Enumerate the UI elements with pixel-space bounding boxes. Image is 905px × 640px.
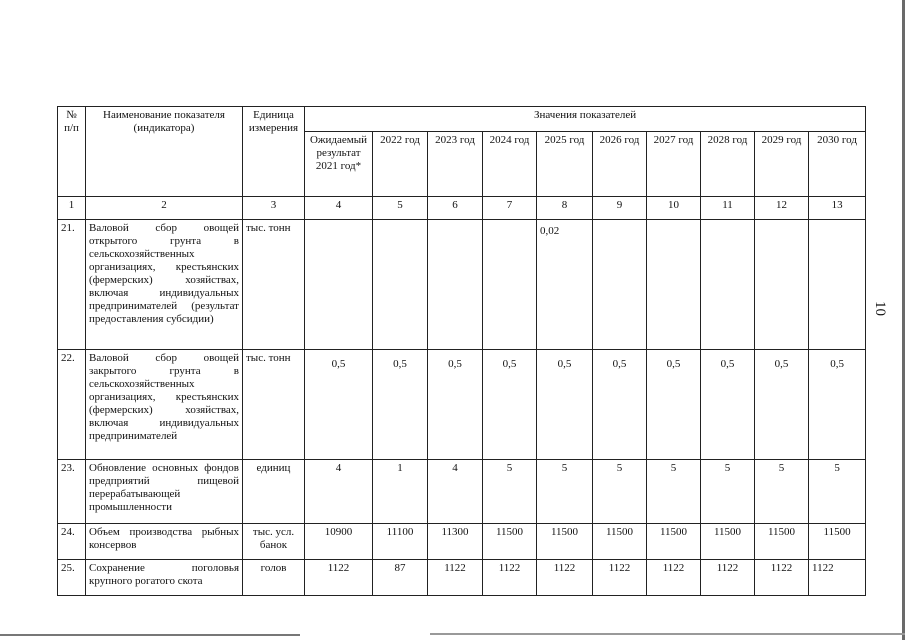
column-index: 9 bbox=[593, 197, 647, 220]
row-value: 0,02 bbox=[537, 220, 593, 350]
row-name: Обновление основных фондов предприятий пищевой перерабатывающей промышленности bbox=[86, 460, 243, 524]
column-index: 10 bbox=[647, 197, 701, 220]
row-value: 11500 bbox=[483, 524, 537, 560]
row-value bbox=[593, 220, 647, 350]
row-value: 0,5 bbox=[809, 350, 866, 460]
header-year: 2023 год bbox=[428, 132, 483, 197]
row-name: Объем производства рыбных консервов bbox=[86, 524, 243, 560]
row-unit: единиц bbox=[243, 460, 305, 524]
column-index: 5 bbox=[373, 197, 428, 220]
row-value: 11500 bbox=[537, 524, 593, 560]
row-value: 11100 bbox=[373, 524, 428, 560]
table-row bbox=[58, 524, 866, 560]
column-index: 11 bbox=[701, 197, 755, 220]
header-year: 2030 год bbox=[809, 132, 866, 197]
header-year: Ожидаемый результат 2021 год* bbox=[305, 132, 373, 197]
row-value: 0,5 bbox=[755, 350, 809, 460]
row-value: 87 bbox=[373, 560, 428, 596]
row-value: 0,5 bbox=[305, 350, 373, 460]
row-value: 1122 bbox=[755, 560, 809, 596]
header-year: 2025 год bbox=[537, 132, 593, 197]
column-index: 13 bbox=[809, 197, 866, 220]
row-value: 0,5 bbox=[537, 350, 593, 460]
header-year: 2026 год bbox=[593, 132, 647, 197]
row-value: 11500 bbox=[647, 524, 701, 560]
row-value: 5 bbox=[809, 460, 866, 524]
row-value: 1122 bbox=[701, 560, 755, 596]
row-value: 5 bbox=[483, 460, 537, 524]
row-num: 25. bbox=[58, 560, 86, 596]
row-value bbox=[428, 220, 483, 350]
row-unit: тыс. тонн bbox=[243, 220, 305, 350]
row-value: 0,5 bbox=[701, 350, 755, 460]
row-num: 24. bbox=[58, 524, 86, 560]
row-value: 0,5 bbox=[428, 350, 483, 460]
row-value: 4 bbox=[305, 460, 373, 524]
header-name: Наименование показателя (индикатора) bbox=[86, 107, 243, 197]
page-number: 10 bbox=[872, 301, 888, 316]
bottom-divider-left bbox=[0, 634, 300, 636]
row-num: 22. bbox=[58, 350, 86, 460]
row-name: Валовой сбор овощей открытого грунта в сельскохозяйственных организациях, крестьянских (фермерских) хозяйствах, включая индивидуальных предпринимателей (результат предоставления субсидии) bbox=[86, 220, 243, 350]
row-value: 1122 bbox=[537, 560, 593, 596]
row-value: 5 bbox=[537, 460, 593, 524]
row-value: 5 bbox=[593, 460, 647, 524]
row-value: 11300 bbox=[428, 524, 483, 560]
row-name: Сохранение поголовья крупного рогатого скота bbox=[86, 560, 243, 596]
row-value: 1122 bbox=[593, 560, 647, 596]
row-unit: тыс. тонн bbox=[243, 350, 305, 460]
header-year: 2022 год bbox=[373, 132, 428, 197]
table-row bbox=[58, 560, 866, 596]
header-num: № п/п bbox=[58, 107, 86, 197]
row-value: 1122 bbox=[428, 560, 483, 596]
column-index: 1 bbox=[58, 197, 86, 220]
header-year: 2029 год bbox=[755, 132, 809, 197]
row-name: Валовой сбор овощей закрытого грунта в сельскохозяйственных организациях, крестьянских (фермерских) хозяйствах, включая индивидуальных предпринимателей bbox=[86, 350, 243, 460]
row-value: 11500 bbox=[809, 524, 866, 560]
row-value: 4 bbox=[428, 460, 483, 524]
row-value bbox=[373, 220, 428, 350]
row-num: 23. bbox=[58, 460, 86, 524]
row-unit: голов bbox=[243, 560, 305, 596]
row-value bbox=[809, 220, 866, 350]
row-value: 5 bbox=[701, 460, 755, 524]
header-unit: Единица измерения bbox=[243, 107, 305, 197]
row-num: 21. bbox=[58, 220, 86, 350]
row-value: 11500 bbox=[701, 524, 755, 560]
row-value: 11500 bbox=[755, 524, 809, 560]
indicators-table bbox=[57, 106, 866, 596]
column-index: 4 bbox=[305, 197, 373, 220]
header-year: 2027 год bbox=[647, 132, 701, 197]
bottom-divider-right bbox=[430, 633, 905, 635]
header-values-group: Значения показателей bbox=[305, 107, 866, 132]
table-row bbox=[58, 220, 866, 350]
row-value: 0,5 bbox=[373, 350, 428, 460]
row-value: 1122 bbox=[305, 560, 373, 596]
row-value bbox=[305, 220, 373, 350]
row-value: 1122 bbox=[809, 560, 866, 596]
row-value: 0,5 bbox=[593, 350, 647, 460]
row-value bbox=[483, 220, 537, 350]
header-year: 2024 год bbox=[483, 132, 537, 197]
row-value: 0,5 bbox=[647, 350, 701, 460]
row-value: 11500 bbox=[593, 524, 647, 560]
row-value: 1 bbox=[373, 460, 428, 524]
column-index: 2 bbox=[86, 197, 243, 220]
column-index: 12 bbox=[755, 197, 809, 220]
row-value: 1122 bbox=[483, 560, 537, 596]
column-index: 8 bbox=[537, 197, 593, 220]
row-value: 5 bbox=[647, 460, 701, 524]
row-unit: тыс. усл. банок bbox=[243, 524, 305, 560]
column-index: 7 bbox=[483, 197, 537, 220]
row-value: 10900 bbox=[305, 524, 373, 560]
row-value bbox=[701, 220, 755, 350]
table-row bbox=[58, 460, 866, 524]
column-index: 6 bbox=[428, 197, 483, 220]
row-value bbox=[755, 220, 809, 350]
row-value: 5 bbox=[755, 460, 809, 524]
table-row bbox=[58, 350, 866, 460]
header-year: 2028 год bbox=[701, 132, 755, 197]
row-value: 0,5 bbox=[483, 350, 537, 460]
column-index: 3 bbox=[243, 197, 305, 220]
row-value bbox=[647, 220, 701, 350]
row-value: 1122 bbox=[647, 560, 701, 596]
